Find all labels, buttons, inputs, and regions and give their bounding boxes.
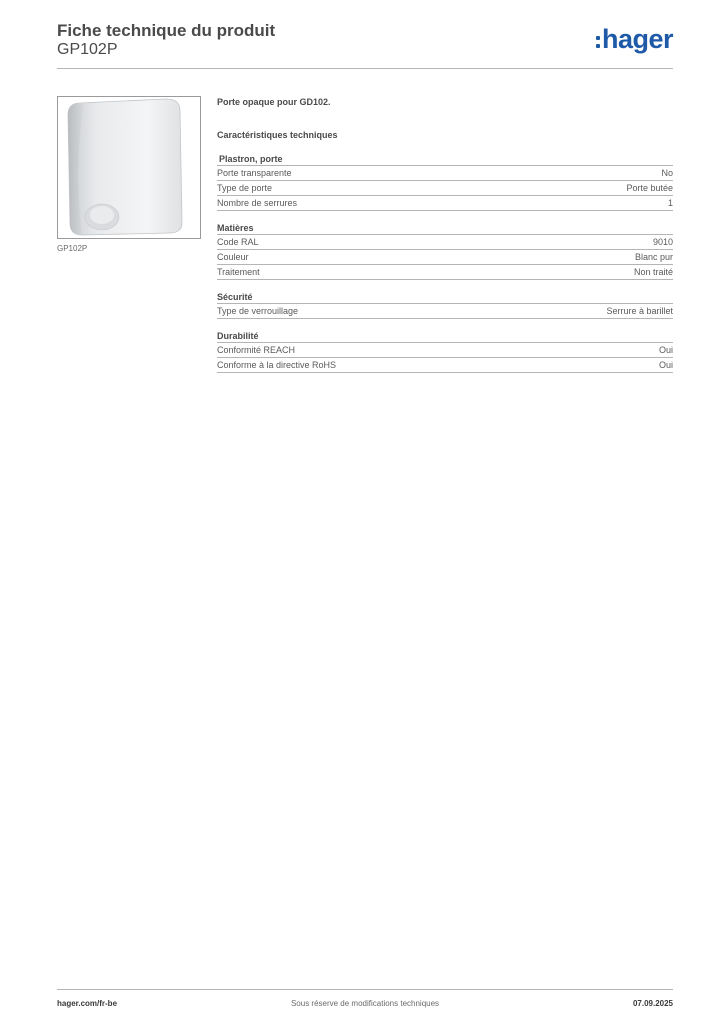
spec-label: Type de porte: [217, 183, 273, 193]
document-title: Fiche technique du produit: [57, 21, 276, 40]
logo-text: hager: [601, 24, 673, 54]
spec-label: Code RAL: [217, 237, 259, 247]
product-image: [57, 96, 201, 239]
spec-row: [217, 196, 673, 211]
spec-value: 9010: [652, 237, 673, 247]
spec-value: Porte butée: [626, 183, 673, 193]
spec-label: Couleur: [217, 252, 249, 262]
spec-group-title: Plastron, porte: [217, 153, 673, 166]
spec-group-title: Durabilité: [217, 330, 673, 343]
spec-value: No: [661, 168, 673, 178]
page-footer: [57, 989, 673, 1019]
spec-row: [217, 265, 673, 280]
logo-dots-icon: [596, 36, 600, 48]
spec-label: Nombre de serrures: [217, 198, 298, 208]
spec-row: [217, 181, 673, 196]
footer-date: 07.09.2025: [632, 999, 673, 1008]
page-header: [57, 21, 673, 69]
spec-group-title: Matières: [217, 222, 673, 235]
footer-notice: Sous réserve de modifications techniques: [290, 999, 440, 1008]
spec-value: Serrure à barillet: [606, 306, 673, 316]
spec-row: [217, 343, 673, 358]
image-caption: GP102P: [57, 244, 88, 253]
spec-label: Type de verrouillage: [217, 306, 299, 316]
spec-value: Non traité: [633, 267, 673, 277]
spec-row: [217, 166, 673, 181]
spec-value: Blanc pur: [634, 252, 673, 262]
hager-logo: [596, 24, 673, 54]
spec-group: [217, 291, 673, 319]
product-reference: GP102P: [57, 41, 118, 58]
spec-value: Oui: [658, 360, 673, 370]
product-details: [217, 95, 673, 373]
spec-group: [217, 153, 673, 211]
door-panel-illustration: [58, 97, 200, 238]
spec-value: Oui: [658, 345, 673, 355]
specs-title: Caractéristiques techniques: [217, 130, 338, 140]
spec-label: Conforme à la directive RoHS: [217, 360, 337, 370]
spec-label: Traitement: [217, 267, 260, 277]
spec-row: [217, 304, 673, 319]
spec-value: 1: [667, 198, 673, 208]
footer-website: hager.com/fr-be: [57, 999, 118, 1008]
spec-group: [217, 330, 673, 373]
product-description: Porte opaque pour GD102.: [217, 97, 331, 107]
specs-groups: [217, 153, 673, 373]
spec-label: Porte transparente: [217, 168, 292, 178]
spec-group: [217, 222, 673, 280]
spec-row: [217, 250, 673, 265]
spec-row: [217, 235, 673, 250]
spec-label: Conformité REACH: [217, 345, 296, 355]
spec-row: [217, 358, 673, 373]
spec-group-title: Sécurité: [217, 291, 673, 304]
